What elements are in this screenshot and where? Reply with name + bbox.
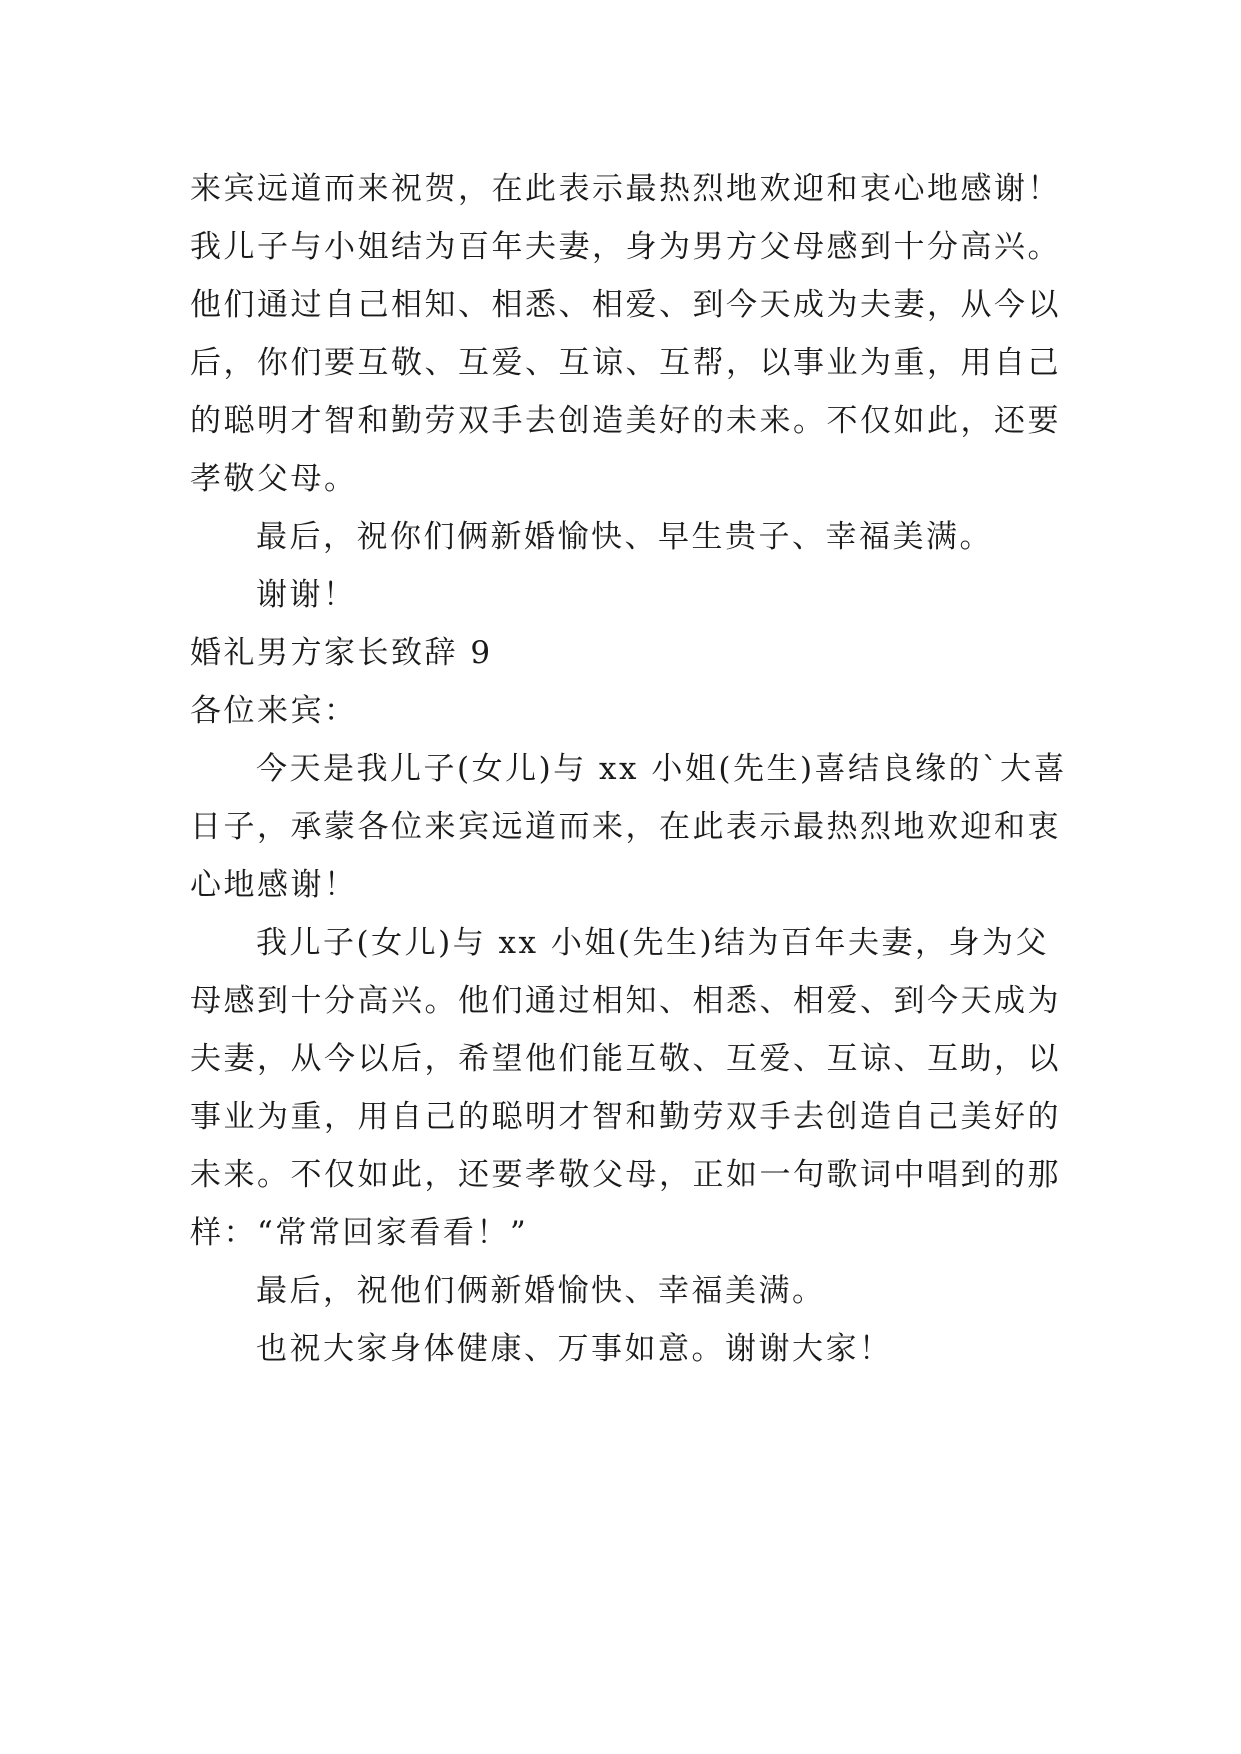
text-line: 事业为重，用自己的聪明才智和勤劳双手去创造自己美好的	[190, 1099, 1061, 1135]
text-line: 孝敬父母。	[190, 461, 358, 497]
salutation: 各位来宾：	[190, 693, 358, 729]
text-line: 他们通过自己相知、相悉、相爱、到今天成为夫妻，从今以	[190, 287, 1061, 323]
text-line: 最后，祝他们俩新婚愉快、幸福美满。	[256, 1273, 826, 1309]
text-line: 未来。不仅如此，还要孝敬父母，正如一句歌词中唱到的那	[190, 1157, 1061, 1193]
text-line: 后，你们要互敬、互爱、互谅、互帮，以事业为重，用自己	[190, 345, 1061, 381]
text-line: 心地感谢！	[190, 867, 358, 903]
text-line: 样：“常常回家看看！”	[190, 1215, 529, 1251]
section-heading: 婚礼男方家长致辞 9	[190, 635, 493, 671]
text-line: 我儿子(女儿)与 xx 小姐(先生)结为百年夫妻，身为父	[256, 925, 1050, 961]
text-line: 来宾远道而来祝贺，在此表示最热烈地欢迎和衷心地感谢！	[190, 171, 1061, 207]
text-line: 夫妻，从今以后，希望他们能互敬、互爱、互谅、互助，以	[190, 1041, 1061, 1077]
text-line: 的聪明才智和勤劳双手去创造美好的未来。不仅如此，还要	[190, 403, 1061, 439]
text-line: 今天是我儿子(女儿)与 xx 小姐(先生)喜结良缘的`大喜	[256, 751, 1068, 787]
text-line: 母感到十分高兴。他们通过相知、相悉、相爱、到今天成为	[190, 983, 1061, 1019]
text-line: 谢谢！	[256, 577, 357, 613]
text-line: 日子，承蒙各位来宾远道而来，在此表示最热烈地欢迎和衷	[190, 809, 1061, 845]
text-line: 最后，祝你们俩新婚愉快、早生贵子、幸福美满。	[256, 519, 993, 555]
text-line: 也祝大家身体健康、万事如意。谢谢大家！	[256, 1331, 893, 1367]
document-body	[190, 160, 1090, 1378]
text-line: 我儿子与小姐结为百年夫妻，身为男方父母感到十分高兴。	[190, 229, 1061, 265]
